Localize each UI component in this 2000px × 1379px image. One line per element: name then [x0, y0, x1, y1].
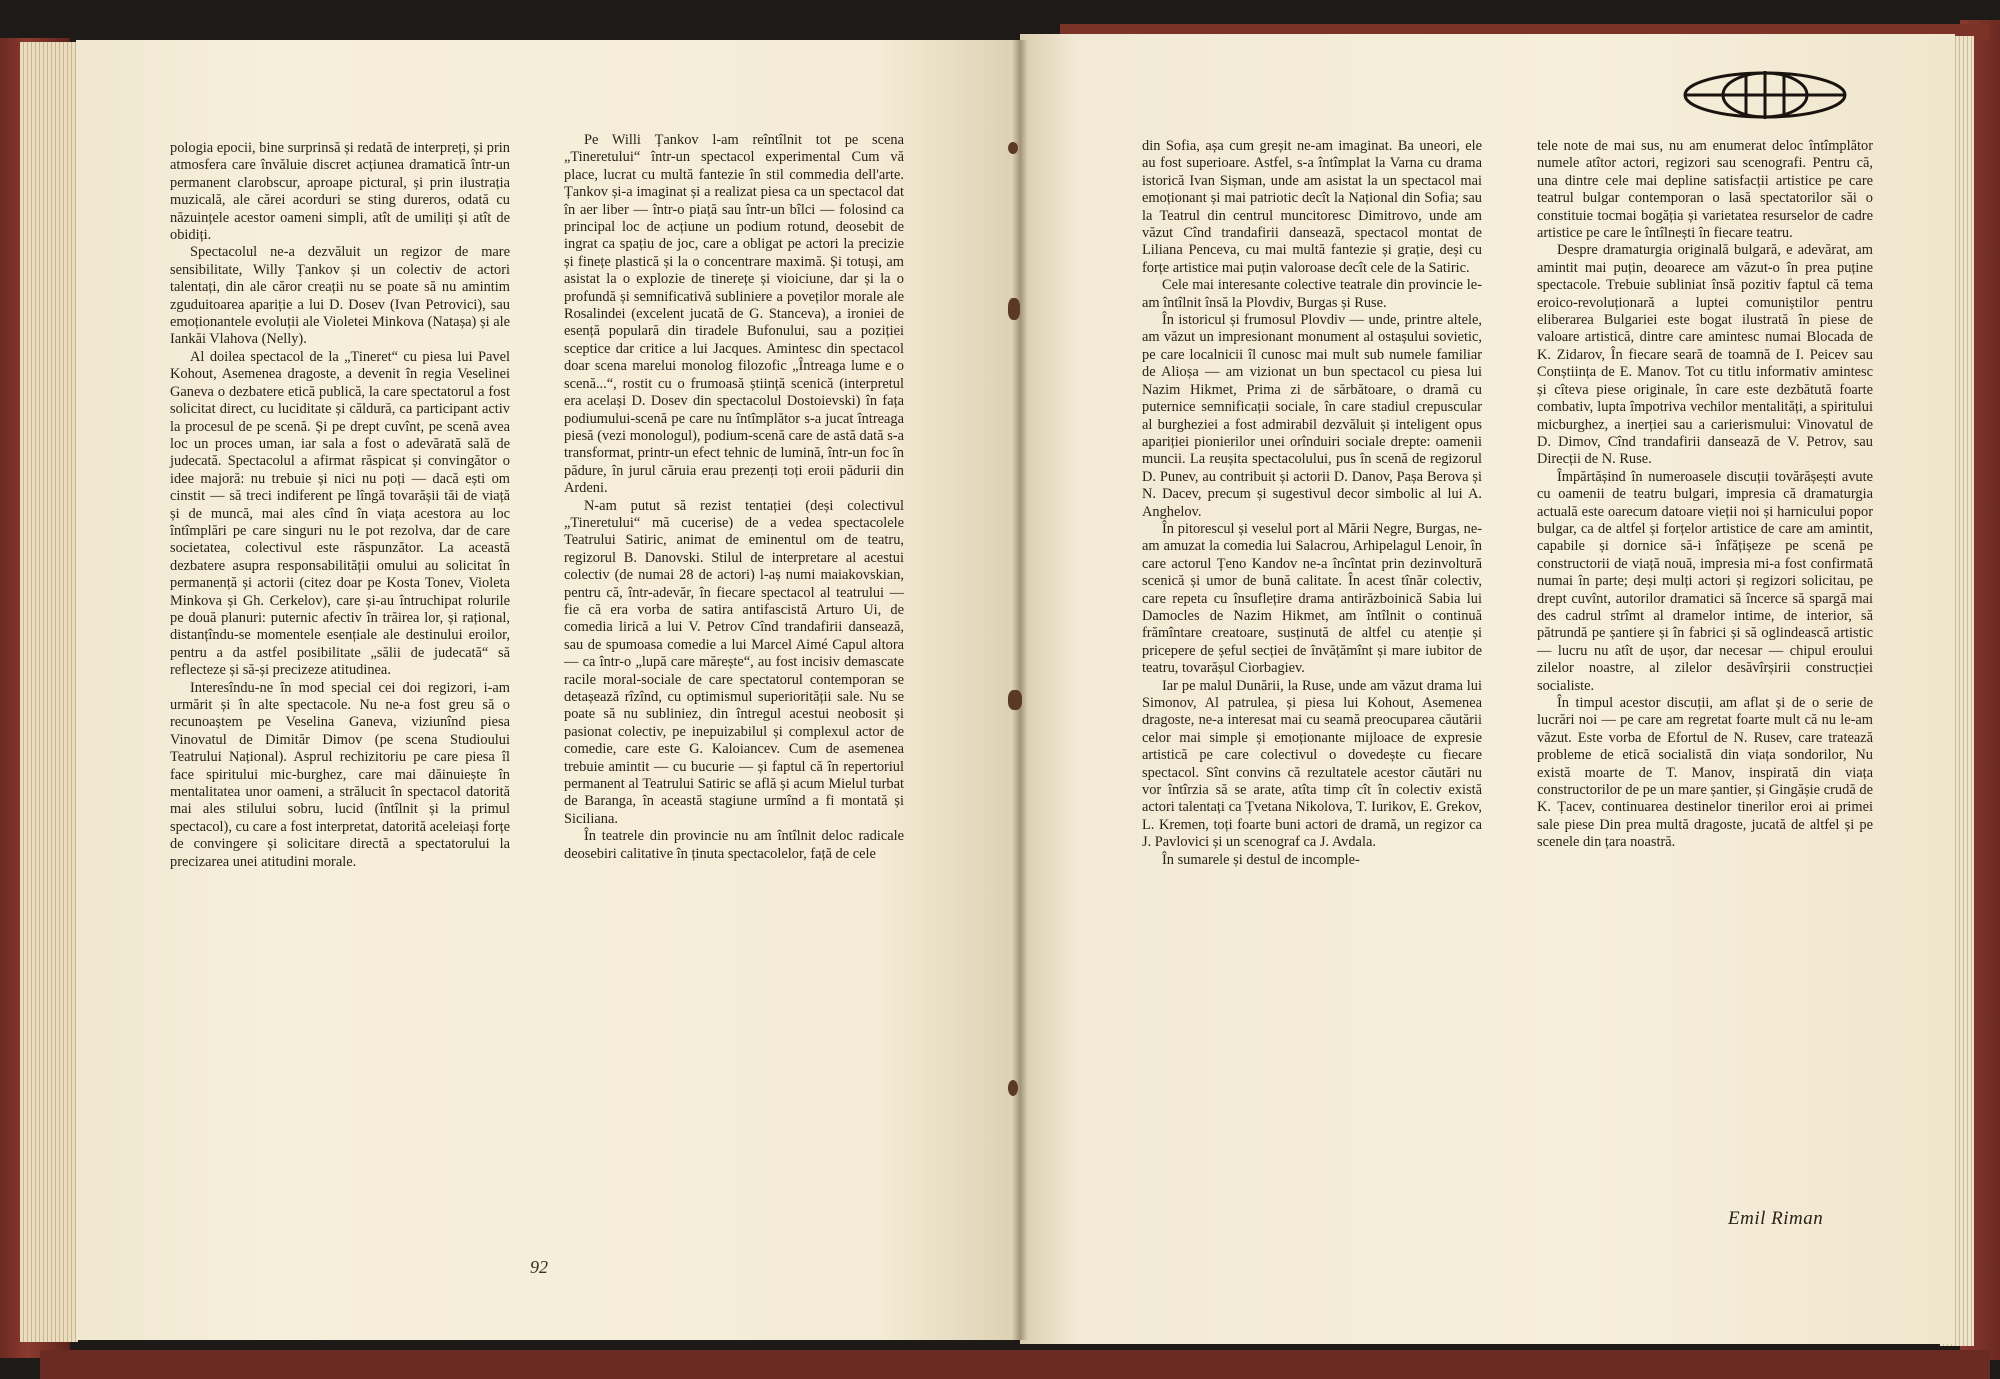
article-paragraph: tele note de mai sus, nu am enumerat deloc întîmplător numele atîtor actori, regizori sau scenografi. Pentru că, una dintre cele mai depline satisfacții artistice pe care teatrul bulgar contemporan o lasă spectatorilor săi o constituie tocmai bogăția și varietatea resurselor de cadre artistice pe care le întîlnești în fiecare teatru.	[1537, 138, 1873, 242]
article-paragraph: pologia epocii, bine surprinsă și redată de interpreți, și prin atmosfera care învăluie discret acțiunea dramatică într-un permanent clarobscur, aproape pictural, și prin ilustrația muzicală, ale cărei acorduri se sting dureros, odată cu năzuințele acestor oameni simpli, atît de umiliți și atît de obidiți.	[170, 140, 510, 244]
article-column-1	[170, 140, 510, 871]
article-paragraph: Cele mai interesante colective teatrale din provincie le-am întîlnit însă la Plovdiv, Burgas și Ruse.	[1142, 277, 1482, 311]
article-column-2	[564, 132, 904, 863]
page-edges-left	[20, 42, 78, 1342]
author-signature: Emil Riman	[1728, 1208, 1824, 1229]
binding-stitch	[1008, 142, 1018, 154]
article-paragraph: În istoricul și frumosul Plovdiv — unde, printre altele, am văzut un impresionant monument al ostașului sovietic, pe care localnicii îl cunosc mai mult sub numele familiar de Alioșa — am vizionat un bun spectacol cu piesa lui Nazim Hikmet, Prima zi de sărbătoare, o dramă cu puternice semnificații sociale, în care stadiul crepuscular al burgheziei a fost admirabil dezvăluit și inteligent opus apariției pionierilor unei orînduiri sociale drepte: oamenii muncii. La reușita spectacolului, pus în scenă de regizorul D. Punev, au contribuit și actorii D. Danov, Pașa Berova și N. Dacev, precum și sugestivul decor simbolic al lui A. Anghelov.	[1142, 312, 1482, 520]
book-cover-bottom	[40, 1350, 1990, 1379]
article-paragraph: În pitorescul și veselul port al Mării Negre, Burgas, ne-am amuzat la comedia lui Salacrou, Arhipelagul Lenoir, în care actorul Țeno Kandov ne-a încîntat prin dezinvoltură scenică și umor de bună calitate. În acest tînăr colectiv, care repeta cu însuflețire drama antirăzboinică Sabia lui Damocles de Nazim Hikmet, am întîlnit o continuă frămîntare creatoare, susținută de altfel cu atenție și pricepere de șeful secției de învățămînt și mare iubitor de teatru, tovarășul Ciorbagiev.	[1142, 520, 1482, 677]
globe-emblem-icon	[1680, 68, 1850, 127]
page-number: 92	[530, 1257, 548, 1277]
article-paragraph: Al doilea spectacol de la „Tineret“ cu piesa lui Pavel Kohout, Asemenea dragoste, a devenit în regia Veselinei Ganeva o dezbatere etică publică, la care spectatorul a fost solicitat direct, cu luciditate și căldură, ca participant activ la procesul de pe scenă. Și pe drept cuvînt, pe scenă avea loc un proces uman, iar sala a fost o adevărată sală de judecată. Spectacolul a afirmat răspicat și convingător o idee majoră: nu trebuie și nici nu poți — dacă ești om cinstit — să treci indiferent pe lîngă tovarășii tăi de viață și de muncă, mai ales cînd în viața acestora au loc întîmplări pe care singuri nu le pot rezolva, dar de care societatea, colectivul este răspunzător. La această dezbatere asupra responsabilității omului au solicitat în permanență și actorii (citez doar pe Kosta Tonev, Violeta Minkova și Gh. Cerkelov), care și-au întruchipat rolurile pe două planuri: puternic afectiv în trăirea lor, și rațional, distanțîndu-se momentele esențiale ale destinului eroilor, pentru a da astfel posibilitate „sălii de judecată“ să reflecteze și să-și precizeze atitudinea.	[170, 348, 510, 679]
article-paragraph: din Sofia, așa cum greșit ne-am imaginat. Ba uneori, ele au fost superioare. Astfel, s-a întîmplat la Varna cu drama istorică Ivan Sișman, unde am asistat la un spectacol mai emoționant și mai patriotic decît la Național din Sofia; sau la Teatrul din centrul muncitoresc Dimitrovo, unde am văzut Cînd trandafirii dansează, spectacol montat de Liliana Penceva, cu mai multă fantezie și grație, deși cu forțe artistice mai puțin valoroase decît cele de la Satiric.	[1142, 138, 1482, 276]
article-paragraph: N-am putut să rezist tentației (deși colectivul „Tineretului“ mă cucerise) de a vedea spectacolele Teatrului Satiric, animat de eminentul om de teatru, regizorul B. Danovski. Stilul de interpretare al acestui colectiv (de numai 28 de actori) l-aș numi maiakovskian, pentru că, într-adevăr, în fiecare spectacol al teatrului — fie că era vorba de satira antifascistă Arturo Ui, de comedia lirică a lui V. Petrov Cînd trandafirii dansează, sau de spumoasa comedie a lui Marcel Aimé Capul altora — ca într-o „lupă care mărește“, au fost incisiv demascate racile moral-sociale de care spectatorul contemporan se detașează rîzînd, cu optimismul superiorității sale. Nu se poate să nu subliniez, din întregul acestui neobosit și pasionat colectiv, pe inepuizabilul și complexul actor de comedie, care este G. Kaloiancev. Cum de asemenea trebuie amintit — cu bucurie — și faptul că în repertoriul permanent al Teatrului Satiric se află și acum Mielul turbat de Baranga, în această stagiune urmînd a fi montată și Siciliana.	[564, 497, 904, 827]
article-paragraph: Despre dramaturgia originală bulgară, e adevărat, am amintit mai puțin, deoarece am văzut-o în prea puține spectacole. Trebuie subliniat însă pozitiv faptul că tema eroico-revoluționară a luptei comuniștilor pentru eliberarea Bulgariei este bogat ilustrată în piese de valoare artistică, dintre care amintesc numai Blocada de K. Zidarov, În fiecare seară de toamnă de I. Peicev sau Conștiința de E. Manov. Tot cu titlu informativ amintesc și cîteva piese originale, în care este dezbătută foarte combativ, lupta împotriva vechilor mentalități, a spiritului micburghez, a inerției sau a carierismului: Vinovatul de D. Dimov, Cînd trandafirii dansează de V. Petrov, sau Direcții de N. Ruse.	[1537, 242, 1873, 468]
article-column-4	[1537, 138, 1873, 852]
article-column-3	[1142, 138, 1482, 869]
article-paragraph: Pe Willi Țankov l-am reîntîlnit tot pe scena „Tineretului“ într-un spectacol experimental Cum vă place, lucrat cu multă fantezie în stil commedia dell'arte. Țankov și-a imaginat și a realizat piesa ca un spectacol dat în aer liber — într-o piață sau într-un bîlci — folosind ca principal loc de acțiune un podium rotund, deosebit de ingrat ca spațiu de joc, care a obligat pe actori la precizie și finețe plastică și la o concentrare maximă. Și totuși, am asistat la o explozie de tinerețe și vioiciune, dar și la o profundă și semnificativă subliniere a poveților morale ale Rosalindei (excelent jucată de G. Stanceva), a ironiei de esență populară din tiradele Bufonului, sau a poziției sceptice dar critice a lui Jacques. Amintesc din spectacol doar scena marelui monolog filozofic „Întreaga lume e o scenă...“, rostit cu o frumoasă știință scenică (interpretul era același D. Dosev din spectacolul Dostoievski) în fața podiumului-scenă pe care nu întîmplător s-a jucat întreaga piesă (vezi monologul), podium-scenă care de astă dată s-a transformat, printr-un efect tehnic de lumină, într-un foc în pădure, în jurul căruia erau prezenți toți eroii pădurii din Ardeni.	[564, 132, 904, 497]
article-paragraph: Împărtășind în numeroasele discuții tovărășești avute cu oamenii de teatru bulgari, impresia că dramaturgia actuală este oarecum datoare vieții noi și harnicului popor bulgar, ca de altfel și forțelor artistice de care am amintit, capabile și dornice să-i înfățișeze pe scenă pe constructorii de viață nouă, impresia mi-a fost confirmată numai în parte; deși mulți actori și regizori solicitau, pe drept cuvînt, autorilor dramatici să încerce să spargă mai des cadrul strîmt al dramelor intime, de interior, să pătrundă pe șantiere și în fabrici și să oglindească artistic — lucru nu atît de ușor, dar necesar — chipul eroului zilelor noastre, al zilelor desăvîrșirii construcției socialiste.	[1537, 468, 1873, 694]
article-paragraph: În timpul acestor discuții, am aflat și de o serie de lucrări noi — pe care am regretat foarte mult că nu le-am văzut. Este vorba de Efortul de N. Rusev, care tratează probleme de etică socialistă din viața sondorilor, Nu există moarte de T. Manov, inspirată din viața constructorilor de pe un mare șantier, și Gingășie crudă de K. Țacev, continuarea destinelor tinerilor eroi ai primei sale piese Din prea multă dragoste, jucată de altfel și pe scenele din țara noastră.	[1537, 695, 1873, 851]
binding-stitch	[1008, 298, 1020, 320]
binding-stitch	[1008, 690, 1022, 710]
article-paragraph: În sumarele și destul de incomple-	[1162, 851, 1360, 868]
article-paragraph: Interesîndu-ne în mod special cei doi regizori, i-am urmărit și în alte spectacole. Nu ne-a fost greu să o recunoaștem pe Veselina Ganeva, viziunînd piesa Vinovatul de Dimităr Dimov (pe scena Studioului Teatrului Național). Asprul rechizitoriu pe care piesa îl face spiritului mic-burghez, care mai dăinuiește în mentalitatea unor oameni, a strălucit în spectacol datorită mai ales stilului sobru, lucid (întîlnit și la primul spectacol), cu care a fost interpretat, datorită aceleiași forțe de convingere și solicitare directă a spectatorului la precizarea unei atitudini morale.	[170, 679, 510, 870]
article-paragraph: Spectacolul ne-a dezvăluit un regizor de mare sensibilitate, Willy Țankov și un colectiv de actori talentați, din ale căror creații nu se poate să nu amintim zguduitoarea apariție a lui D. Dosev (Ivan Petrovici), sau emoționantele evoluții ale Violetei Minkova (Natașa) și ale Iankăi Vlahova (Nelly).	[170, 244, 510, 348]
article-paragraph: Iar pe malul Dunării, la Ruse, unde am văzut drama lui Simonov, Al patrulea, și piesa lui Kohout, Asemenea dragoste, ne-a interesat mai cu seamă preocuparea căutării celor mai simple și emoționante mijloace de expresie artistică pe care colectivul o dovedește cu fiecare spectacol. Sînt convins că rezultatele acestor căutări nu vor întîrzia să se arate, atîta timp cît în colectiv există actori talentați ca Țvetana Nikolova, T. Iurikov, E. Grekov, L. Kremen, toți foarte buni actori de dramă, un regizor ca J. Pavlovici și un scenograf ca J. Avdala.	[1142, 677, 1482, 851]
article-paragraph: În teatrele din provincie nu am întîlnit deloc radicale deosebiri calitative în ținuta spectacolelor, față de cele	[564, 828, 904, 862]
binding-stitch	[1008, 1080, 1018, 1096]
